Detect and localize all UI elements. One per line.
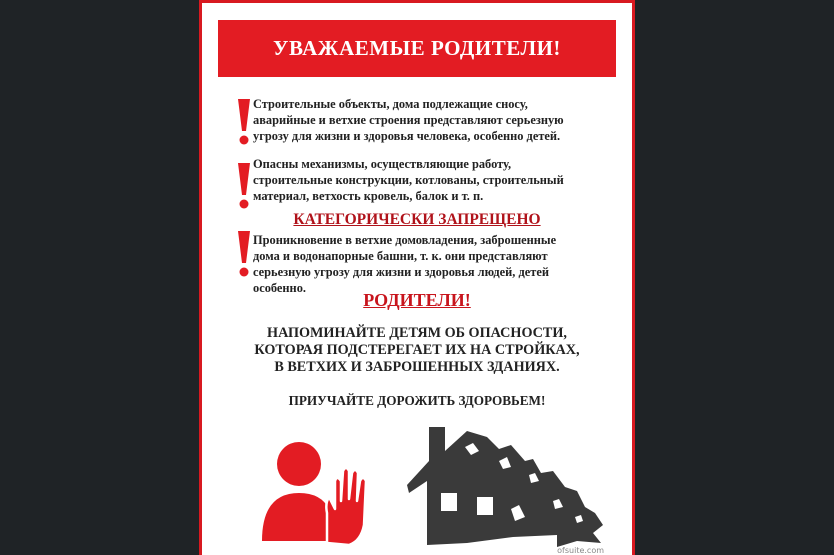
poster-title-banner bbox=[218, 20, 616, 77]
paragraph-demolition-danger: Строительные объекты, дома подлежащие сносу, аварийные и ветхие строения представляют серьезную угрозу для жизни и здоровья человека, особенно детей. bbox=[253, 97, 564, 143]
exclamation-icon bbox=[235, 97, 253, 147]
cherish-health-text: ПРИУЧАЙТЕ ДОРОЖИТЬ ЗДОРОВЬЕМ! bbox=[288, 393, 546, 408]
safety-poster bbox=[199, 0, 635, 555]
ruined-house-icon bbox=[407, 421, 607, 553]
reminder-text: НАПОМИНАЙТЕ ДЕТЯМ ОБ ОПАСНОСТИ, КОТОРАЯ ПОДСТЕРЕГАЕТ ИХ НА СТРОЙКАХ, В ВЕТХИХ И ЗАБРОШЕННЫХ ЗДАНИЯХ. bbox=[254, 325, 580, 375]
forbidden-heading: КАТЕГОРИЧЕСКИ ЗАПРЕЩЕНО bbox=[293, 211, 541, 228]
paragraph-mechanisms-danger: Опасны механизмы, осуществляющие работу, строительные конструкции, котлованы, строительный материал, ветхость кровель, балок и т. п. bbox=[253, 157, 564, 203]
paragraph-abandoned-buildings: Проникновение в ветхие домовладения, заброшенные дома и водонапорные башни, т. к. они представляют серьезную угрозу для жизни и здоровья людей, детей особенно. bbox=[253, 233, 557, 295]
watermark: ofsuite.com bbox=[557, 546, 604, 555]
poster-title: УВАЖАЕМЫЕ РОДИТЕЛИ! bbox=[273, 36, 561, 60]
stop-hand-figure-icon bbox=[257, 435, 377, 550]
exclamation-icon bbox=[235, 229, 253, 279]
exclamation-icon bbox=[235, 161, 253, 211]
parents-heading: РОДИТЕЛИ! bbox=[363, 290, 471, 310]
